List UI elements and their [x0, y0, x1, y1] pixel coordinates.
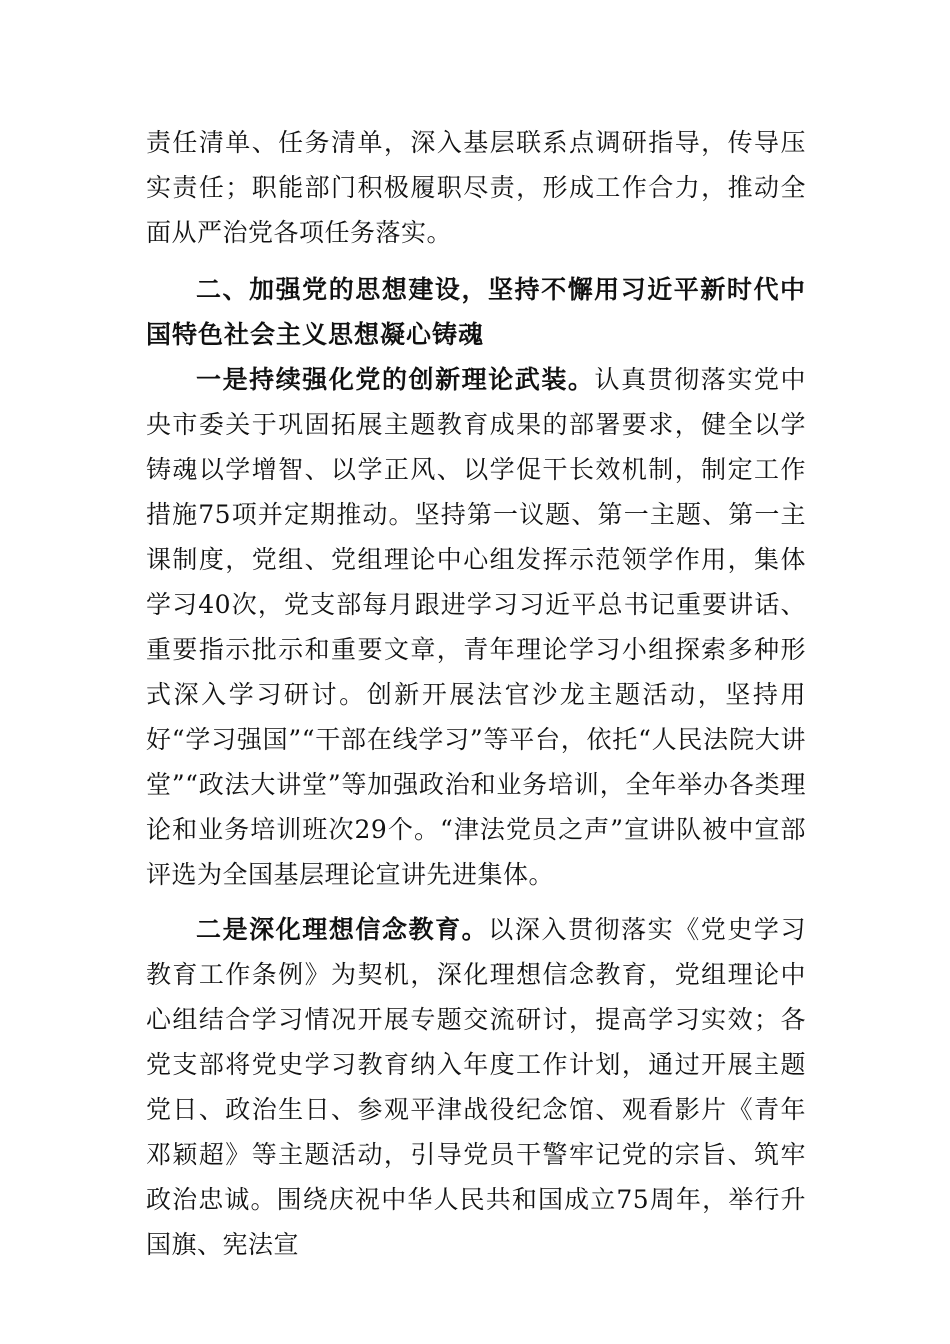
paragraph-continued: 责任清单、任务清单，深入基层联系点调研指导，传导压实责任；职能部门积极履职尽责，形成工作合力，推动全面从严治党各项任务落实。: [146, 128, 806, 247]
item-2-body: 以深入贯彻落实《党史学习教育工作条例》为契机，深化理想信念教育，党组理论中心组结合学习情况开展专题交流研讨，提高学习实效；各党支部将党史学习教育纳入年度工作计划，通过开展主题党日、政治生日、参观平津战役纪念馆、观看影片《青年邓颖超》等主题活动，引导党员干警牢记党的宗旨、筑牢政治忠诚。围绕庆祝中华人民共和国成立75周年，举行升国旗、宪法宣: [146, 915, 806, 1259]
item-1-body: 认真贯彻落实党中央市委关于巩固拓展主题教育成果的部署要求，健全以学铸魂以学增智、以学正风、以学促干长效机制，制定工作措施75项并定期推动。坚持第一议题、第一主题、第一主课制度，党组、党组理论中心组发挥示范领学作用，集体学习40次，党支部每月跟进学习习近平总书记重要讲话、重要指示批示和重要文章，青年理论学习小组探索多种形式深入学习研讨。创新开展法官沙龙主题活动，坚持用好“学习强国”“干部在线学习”等平台，依托“人民法院大讲堂”“政法大讲堂”等加强政治和业务培训，全年举办各类理论和业务培训班次29个。“津法党员之声”宣讲队被中宣部评选为全国基层理论宣讲先进集体。: [146, 365, 806, 889]
paragraph-item-2: [146, 907, 806, 1267]
item-1-lead: 一是持续强化党的创新理论武装。: [196, 365, 595, 394]
document-body: [146, 120, 806, 1267]
item-2-lead: 二是深化理想信念教育。: [196, 915, 489, 944]
paragraph-item-1: [146, 357, 806, 897]
section-heading: 二、加强党的思想建设，坚持不懈用习近平新时代中国特色社会主义思想凝心铸魂: [146, 275, 806, 349]
